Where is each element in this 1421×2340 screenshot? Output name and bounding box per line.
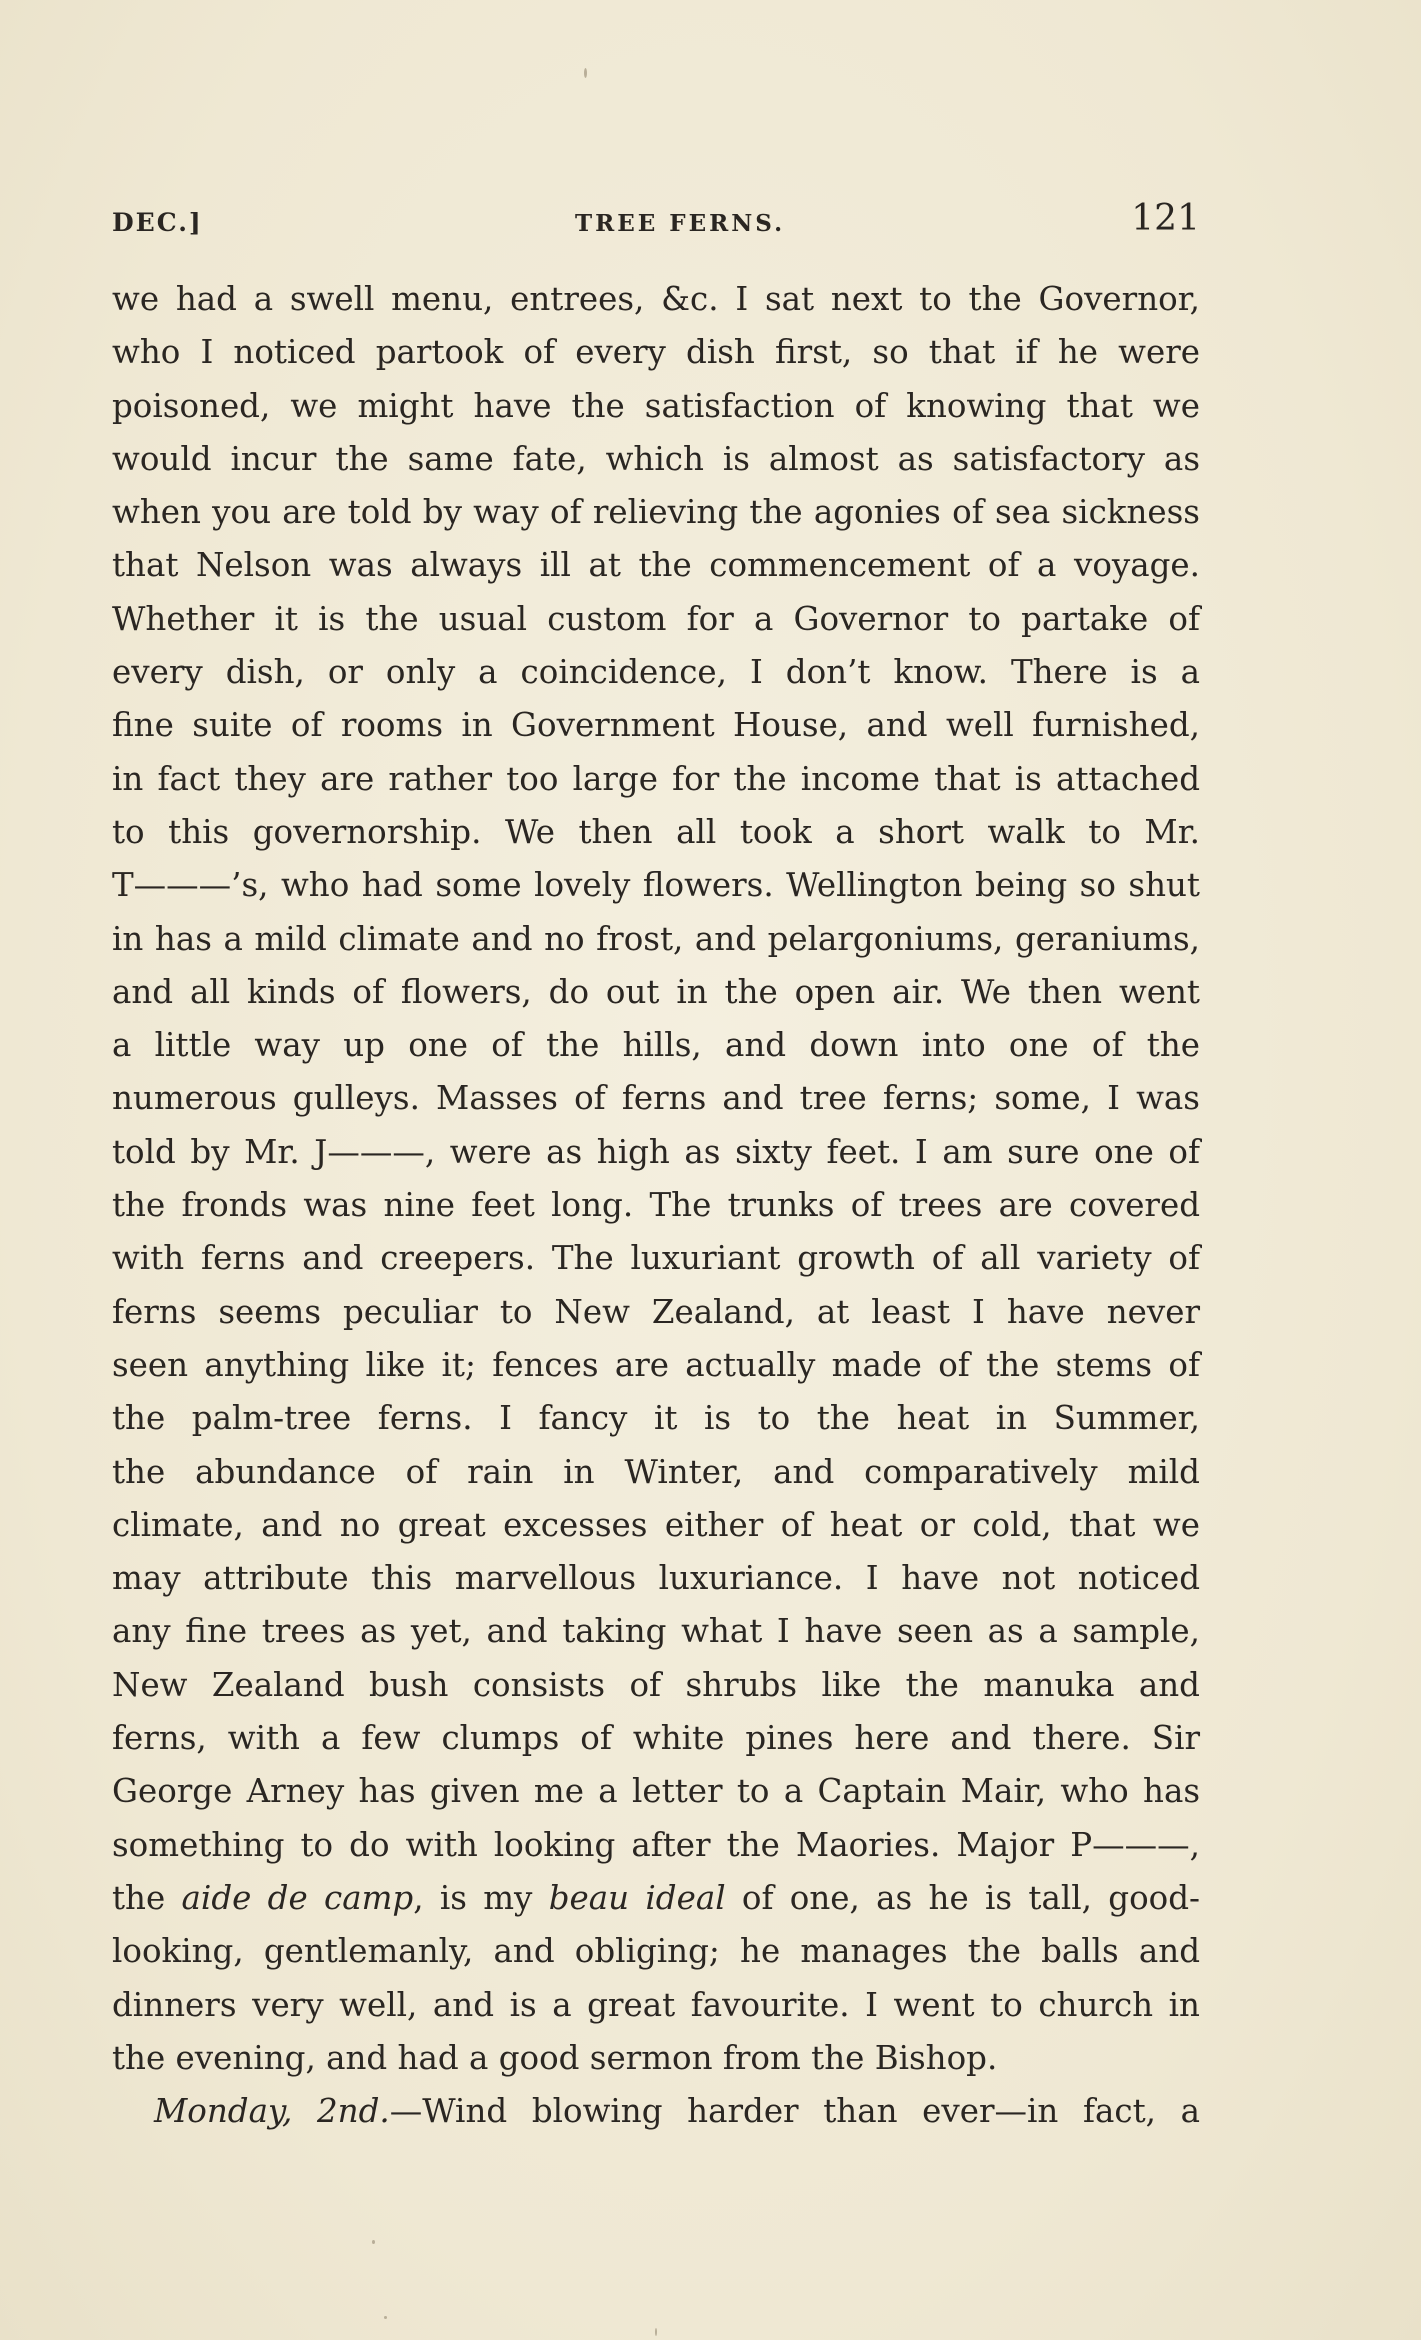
page-number: 121 bbox=[1131, 198, 1200, 239]
text-line: told by Mr. J———, were as high as sixty feet. I am sure one of bbox=[112, 1132, 1200, 1171]
text-line: ferns seems peculiar to New Zealand, at least I have never bbox=[112, 1292, 1200, 1331]
text-line: to this governorship. We then all took a short walk to Mr. bbox=[112, 812, 1200, 851]
text-line: ferns, with a few clumps of white pines here and there. Sir bbox=[112, 1719, 1200, 1758]
text-line: numerous gulleys. Masses of ferns and tree ferns; some, I was bbox=[112, 1079, 1200, 1118]
paragraph-end-line: the evening, and had a good sermon from the Bishop. bbox=[112, 2038, 998, 2077]
text-line: that Nelson was always ill at the commencement of a voyage. bbox=[112, 546, 1200, 585]
paper-speck bbox=[384, 2316, 387, 2319]
text-line: seen anything like it; fences are actually made of the stems of bbox=[112, 1345, 1200, 1384]
text-line: would incur the same fate, which is almost as satisfactory as bbox=[112, 439, 1200, 478]
text-line: and all kinds of flowers, do out in the open air. We then went bbox=[112, 972, 1200, 1011]
paper-speck bbox=[584, 68, 587, 78]
text-line: fine suite of rooms in Government House, and well furnished, bbox=[112, 706, 1200, 745]
text-line: we had a swell menu, entrees, &c. I sat next to the Governor, bbox=[112, 280, 1200, 318]
body-text bbox=[112, 273, 1200, 2138]
text-line: looking, gentlemanly, and obliging; he manages the balls and bbox=[112, 1932, 1200, 1971]
italic-phrase: beau ideal bbox=[548, 1878, 726, 1917]
paper-speck bbox=[655, 2328, 657, 2336]
text-line: any fine trees as yet, and taking what I have seen as a sample, bbox=[112, 1612, 1200, 1651]
text-line: the palm-tree ferns. I fancy it is to the heat in Summer, bbox=[112, 1399, 1200, 1438]
paper-speck bbox=[372, 2240, 375, 2244]
running-header bbox=[112, 198, 1200, 248]
text-line: T———’s, who had some lovely flowers. Wellington being so shut bbox=[112, 866, 1200, 905]
text-line: in has a mild climate and no frost, and pelargoniums, geraniums, bbox=[112, 919, 1200, 958]
text-line: may attribute this marvellous luxuriance. I have not noticed bbox=[112, 1559, 1200, 1598]
italic-phrase: aide de camp bbox=[181, 1878, 414, 1917]
text-line: New Zealand bush consists of shrubs like the manuka and bbox=[112, 1665, 1200, 1704]
text-line bbox=[112, 1872, 1200, 1925]
text-line: Whether it is the usual custom for a Governor to partake of bbox=[112, 599, 1200, 638]
text-line: with ferns and creepers. The luxuriant growth of all variety of bbox=[112, 1239, 1200, 1278]
text-line: in fact they are rather too large for the income that is attached bbox=[112, 759, 1200, 798]
header-chapter-title: TREE FERNS. bbox=[575, 210, 786, 237]
text-span: , is my bbox=[413, 1878, 549, 1917]
text-line: a little way up one of the hills, and down into one of the bbox=[112, 1026, 1200, 1065]
text-line: the fronds was nine feet long. The trunks of trees are covered bbox=[112, 1186, 1200, 1225]
text-line: the abundance of rain in Winter, and comparatively mild bbox=[112, 1452, 1200, 1491]
text-line: climate, and no great excesses either of heat or cold, that we bbox=[112, 1505, 1200, 1544]
text-line: who I noticed partook of every dish first, so that if he were bbox=[112, 333, 1200, 372]
text-span: —Wind blowing harder than ever—in fact, a bbox=[389, 2092, 1200, 2131]
text-line: dinners very well, and is a great favourite. I went to church in bbox=[112, 1985, 1200, 2024]
date-heading: Monday, 2nd. bbox=[154, 2092, 390, 2131]
text-span: of one, as he is tall, good- bbox=[725, 1878, 1200, 1917]
text-line: George Arney has given me a letter to a Captain Mair, who has bbox=[112, 1772, 1200, 1811]
text-line: something to do with looking after the Maories. Major P———, bbox=[112, 1825, 1200, 1864]
header-month: DEC.] bbox=[112, 208, 203, 237]
text-line: poisoned, we might have the satisfaction of knowing that we bbox=[112, 386, 1200, 425]
text-line: every dish, or only a coincidence, I don’t know. There is a bbox=[112, 653, 1200, 692]
text-line: when you are told by way of relieving the agonies of sea sickness bbox=[112, 493, 1200, 532]
text-span: the bbox=[112, 1878, 182, 1917]
text-line bbox=[112, 2085, 1200, 2138]
